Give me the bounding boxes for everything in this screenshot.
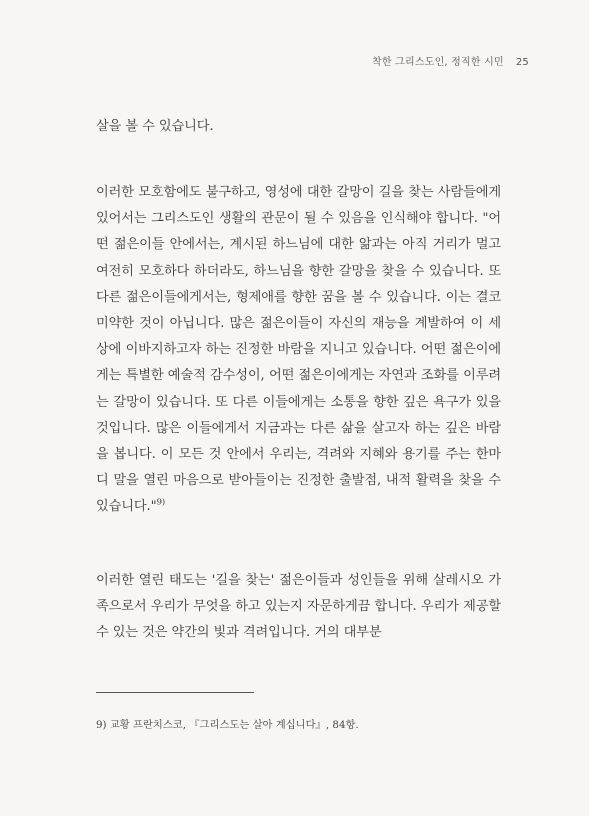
running-title: 착한 그리스도인, 정직한 시민 <box>372 57 504 68</box>
paragraph-continued <box>96 114 501 140</box>
footnote-reference[interactable]: 9) <box>156 498 166 509</box>
paragraph-open-attitude <box>96 568 501 647</box>
paragraph-text: 살을 볼 수 있습니다. <box>96 119 214 134</box>
footnote-divider <box>96 692 254 693</box>
page-number: 25 <box>515 57 529 68</box>
paragraph-text: 이러한 열린 태도는 '길을 찾는' 젊은이들과 성인들을 위해 살레시오 가족으로서 우리가 무엇을 하고 있는지 자문하게끔 합니다. 우리가 제공할 수 있는 것은 약간의 빛과 격려입니다. 거의 대부분 <box>96 573 501 641</box>
running-header <box>372 53 529 68</box>
paragraph-quote <box>96 180 501 521</box>
paragraph-text: 이러한 모호함에도 불구하고, 영성에 대한 갈망이 길을 찾는 사람들에게 있어서는 그리스도인 생활의 관문이 될 수 있음을 인식해야 합니다. "어떤 젊은이들 안에서는, 계시된 하느님에 대한 앎과는 아직 거리가 멀고 여전히 모호하다 하더라도, 하느님을 향한 갈망을 찾을 수 있습니다. 또 다른 젊은이들에게서는, 형제애를 향한 꿈을 볼 수 있습니다. 이는 결코 미약한 것이 아닙니다. 많은 젊은이들이 자신의 재능을 계발하여 이 세상에 이바지하고자 하는 진정한 바람을 지니고 있습니다. 어떤 젊은이에게는 특별한 예술적 감수성이, 어떤 젊은이에게는 자연과 조화를 이루려는 갈망이 있습니다. 또 다른 이들에게는 소통을 향한 깊은 욕구가 있을 것입니다. 많은 이들에게서 지금과는 다른 삶을 살고자 하는 깊은 바람을 봅니다. 이 모든 것 안에서 우리는, 격려와 지혜와 용기를 주는 한마디 말을 열린 마음으로 받아들이는 진정한 출발점, 내적 활력을 찾을 수 있습니다." <box>96 185 501 515</box>
footnote: 9) 교황 프란치스코, 『그리스도는 살아 계십니다』, 84항. <box>96 719 359 731</box>
